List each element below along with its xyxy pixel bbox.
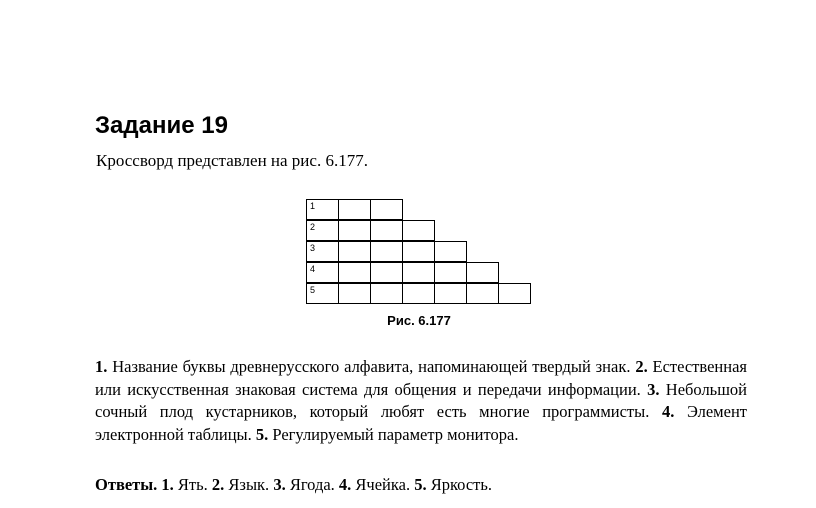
crossword-row-number: 3	[310, 243, 316, 253]
crossword-cell	[402, 241, 435, 262]
answer-number: 3.	[273, 475, 286, 494]
crossword-cell	[338, 199, 371, 220]
crossword-cell	[370, 262, 403, 283]
clue-number: 5.	[255, 424, 269, 444]
crossword-cell	[338, 220, 371, 241]
clue-number: 4.	[661, 402, 675, 421]
crossword-cell	[370, 199, 403, 220]
clue-number: 1.	[95, 357, 108, 376]
clue-text: Название буквы древнерусского алфавита, напоминающей твердый знак.	[112, 357, 631, 376]
crossword-cell	[402, 262, 435, 283]
clue-text: Элемент электронной таблицы.	[95, 402, 747, 444]
crossword-row-number: 1	[310, 201, 316, 211]
intro-text: Кроссворд представлен на рис. 6.177.	[96, 151, 368, 170]
crossword-cell	[370, 283, 403, 304]
crossword-cell	[306, 199, 339, 220]
answer-text: Ягода.	[289, 475, 335, 494]
answer-number: 1.	[161, 475, 174, 494]
figure-caption-text: Рис. 6.177	[387, 313, 451, 328]
figure-caption	[0, 313, 816, 328]
answer-number: 5.	[414, 475, 427, 494]
clue-number: 2.	[635, 357, 648, 376]
crossword-cell	[498, 283, 531, 304]
crossword-row-1	[306, 199, 530, 220]
crossword-cell	[434, 283, 467, 304]
crossword-cell	[402, 220, 435, 241]
answer-text: Яркость.	[430, 475, 493, 494]
crossword-cell	[370, 241, 403, 262]
crossword-cell	[434, 262, 467, 283]
crossword-cell	[306, 241, 339, 262]
crossword-cell	[466, 283, 499, 304]
crossword-cell	[338, 283, 371, 304]
crossword-cell	[370, 220, 403, 241]
task-title: Задание 19	[95, 112, 228, 139]
crossword-cell	[434, 241, 467, 262]
clue-text: Регулируемый параметр монитора.	[272, 424, 519, 444]
answer-text: Ять.	[177, 475, 208, 494]
crossword-cell	[338, 262, 371, 283]
answer-text: Язык.	[228, 475, 270, 494]
crossword-cell	[306, 262, 339, 283]
crossword-row-4	[306, 262, 530, 283]
crossword-row-5	[306, 283, 530, 304]
crossword-row-number: 5	[310, 285, 316, 295]
crossword-cell	[402, 283, 435, 304]
clue-number: 3.	[647, 379, 660, 399]
clue-text: Естественная или искусственная знаковая система для общения и передачи информации.	[95, 357, 747, 399]
crossword-cell	[306, 220, 339, 241]
crossword-row-3	[306, 241, 530, 262]
answers-line	[95, 475, 492, 495]
crossword-cell	[306, 283, 339, 304]
crossword-row-number: 4	[310, 264, 316, 274]
crossword-grid	[306, 199, 530, 304]
answer-text: Ячейка.	[355, 475, 411, 494]
clue-text: Небольшой сочный плод кустарников, который любят есть многие программисты.	[95, 379, 747, 421]
crossword-cell	[466, 262, 499, 283]
answer-number: 2.	[211, 475, 225, 494]
crossword-row-number: 2	[310, 222, 316, 232]
answers-label: Ответы.	[95, 475, 158, 494]
crossword-row-2	[306, 220, 530, 241]
answer-number: 4.	[338, 475, 352, 494]
crossword-cell	[338, 241, 371, 262]
clue-definitions	[95, 356, 747, 446]
